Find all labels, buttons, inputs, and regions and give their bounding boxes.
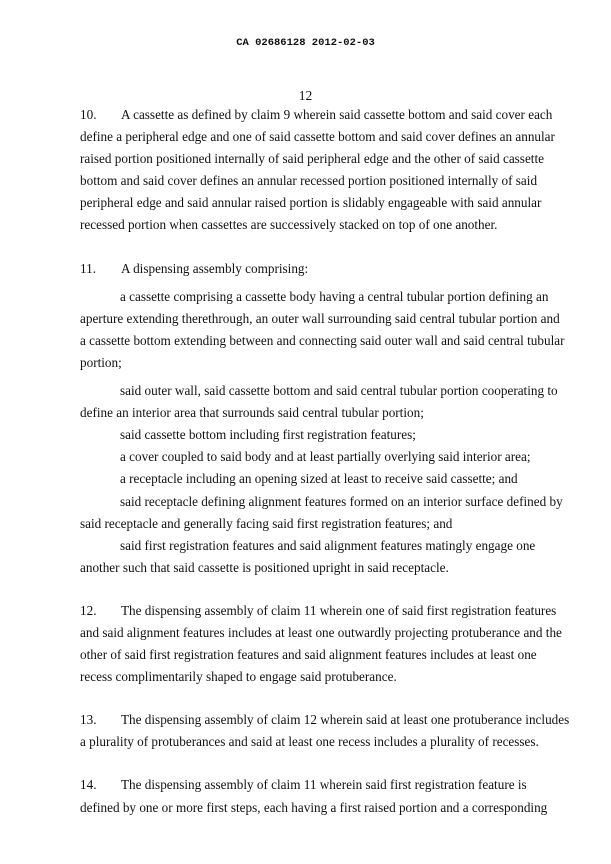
text-line	[80, 214, 526, 236]
claim-element	[80, 424, 526, 446]
line-text: peripheral edge and said annular raised portion is slidably engageable with said annular	[80, 195, 542, 211]
claim-element	[80, 468, 526, 490]
text-line	[80, 491, 563, 513]
text-line	[80, 666, 526, 688]
document-body	[80, 104, 570, 819]
line-text: The dispensing assembly of claim 12 wherein said at least one protuberance includes	[121, 712, 570, 728]
line-text: defined by one or more first steps, each having a first raised portion and a corresponding	[80, 799, 548, 815]
text-line	[80, 258, 526, 280]
line-text: The dispensing assembly of claim 11 wherein one of said first registration features	[121, 602, 557, 618]
claim-element	[80, 446, 531, 468]
claim-element	[80, 491, 563, 535]
line-text: said receptacle defining alignment features formed on an interior surface defined by	[120, 493, 563, 509]
text-line	[80, 774, 526, 796]
text-line	[80, 557, 526, 579]
text-line	[80, 352, 526, 374]
line-text: A dispensing assembly comprising:	[121, 260, 309, 276]
claim-number: 10.	[80, 107, 97, 122]
line-text: said first registration features and said alignment features matingly engage one	[120, 537, 536, 553]
text-line	[80, 192, 542, 214]
text-line	[80, 644, 537, 666]
claim-element	[80, 535, 536, 579]
paragraph-gap	[80, 688, 526, 709]
line-text: a cassette comprising a cassette body having a central tubular portion defining an	[120, 288, 549, 304]
line-text: raised portion positioned internally of said peripheral edge and the other of said cassette	[80, 151, 544, 167]
text-line	[80, 731, 539, 753]
line-text: other of said first registration features and said alignment features includes at least one	[80, 647, 537, 663]
text-line	[80, 170, 538, 192]
claim-14	[80, 774, 548, 818]
claim-element	[80, 380, 558, 424]
text-line	[80, 468, 526, 490]
text-line	[80, 286, 549, 308]
text-line	[80, 148, 544, 170]
text-line	[80, 446, 531, 468]
claim-13	[80, 709, 570, 753]
line-text: aperture extending therethrough, an outer wall surrounding said central tubular portion and	[80, 310, 560, 326]
claim-10	[80, 104, 555, 237]
line-text: and said alignment features includes at least one outwardly projecting protuberance and the	[80, 624, 562, 640]
claim-number: 13.	[80, 712, 97, 728]
text-line	[80, 424, 526, 446]
line-text: The dispensing assembly of claim 11 wherein said first registration feature is	[121, 777, 527, 793]
line-text: said outer wall, said cassette bottom and said central tubular portion cooperating to	[120, 383, 558, 399]
claim-element	[80, 286, 565, 374]
text-line	[80, 535, 536, 557]
line-text: said cassette bottom including first registration features;	[120, 427, 416, 443]
line-text: a plurality of protuberances and said at least one recess includes a plurality of recesses.	[80, 734, 539, 750]
claim-number: 11.	[80, 260, 96, 276]
text-line	[80, 797, 548, 819]
text-line	[80, 600, 557, 622]
paragraph-gap	[80, 579, 526, 600]
text-line	[80, 308, 560, 330]
claim-12	[80, 600, 562, 688]
paragraph-gap	[80, 237, 526, 258]
line-text: define an interior area that surrounds said central tubular portion;	[80, 405, 424, 421]
text-line	[80, 402, 526, 424]
claim-number: 14.	[80, 777, 97, 793]
text-line	[80, 513, 526, 535]
text-line	[80, 622, 562, 644]
text-line	[80, 104, 553, 126]
text-line	[80, 380, 558, 402]
line-text: A cassette as defined by claim 9 wherein said cassette bottom and said cover each	[121, 107, 553, 122]
paragraph-gap	[80, 753, 526, 774]
line-text: said receptacle and generally facing said first registration features; and	[80, 515, 453, 531]
document-header: CA 02686128 2012-02-03	[236, 37, 375, 49]
line-text: a cover coupled to said body and at least partially overlying said interior area;	[120, 449, 531, 465]
line-text: a cassette bottom extending between and connecting said outer wall and said central tubular	[80, 332, 565, 348]
text-line	[80, 330, 565, 352]
text-line	[80, 709, 570, 731]
page-number: 12	[298, 88, 313, 103]
line-text: a receptacle including an opening sized at least to receive said cassette; and	[120, 471, 518, 487]
line-text: define a peripheral edge and one of said cassette bottom and said cover defines an annular	[80, 129, 555, 145]
line-text: portion;	[80, 354, 122, 370]
claim-number: 12.	[80, 602, 97, 618]
line-text: recessed portion when cassettes are successively stacked on top of one another.	[80, 217, 498, 233]
line-text: bottom and said cover defines an annular recessed portion positioned internally of said	[80, 173, 538, 189]
line-text: another such that said cassette is positioned upright in said receptacle.	[80, 559, 449, 575]
text-line	[80, 126, 555, 148]
line-text: recess complimentarily shaped to engage said protuberance.	[80, 669, 397, 685]
claim-11	[80, 258, 526, 280]
